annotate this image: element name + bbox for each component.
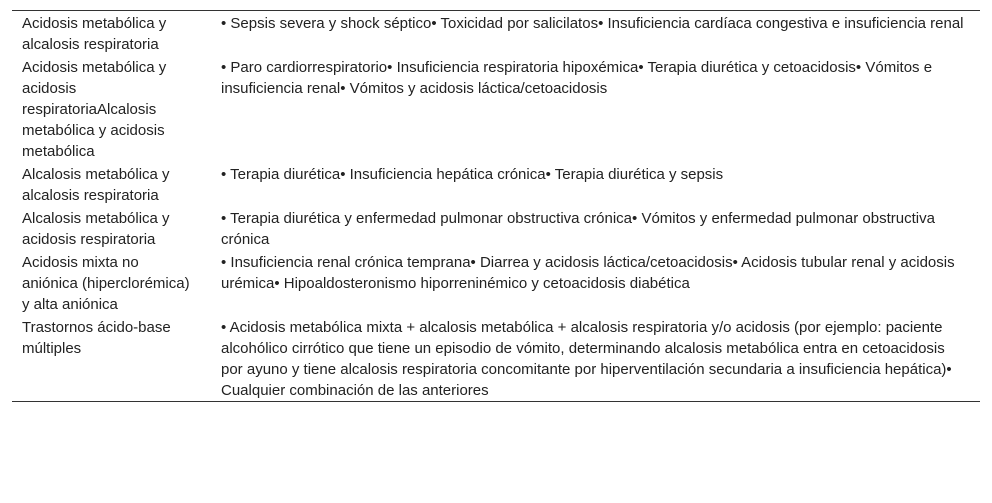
disorder-cell: Trastornos ácido-base múltiples	[22, 319, 171, 357]
acid-base-disorders-table	[12, 10, 980, 402]
table-row	[12, 315, 980, 401]
examples-cell: • Sepsis severa y shock séptico• Toxicidad por salicilatos• Insuficiencia cardíaca congestiva e insuficiencia renal	[221, 15, 964, 32]
table-row	[12, 250, 980, 315]
table	[12, 11, 980, 401]
examples-cell: • Terapia diurética• Insuficiencia hepática crónica• Terapia diurética y sepsis	[221, 166, 724, 183]
table-row	[12, 11, 980, 55]
disorder-cell: Acidosis metabólica y alcalosis respiratoria	[22, 15, 167, 53]
examples-cell: • Insuficiencia renal crónica temprana• Diarrea y acidosis láctica/cetoacidosis• Acidosis tubular renal y acidosis urémica• Hipoaldosteronismo hiporreninémico y cetoacidosis diabética	[221, 254, 955, 292]
disorder-cell: Alcalosis metabólica y acidosis respiratoria	[22, 210, 170, 248]
disorder-cell: Alcalosis metabólica y alcalosis respiratoria	[22, 166, 170, 204]
disorder-cell: Acidosis metabólica y acidosis respiratoriaAlcalosis metabólica y acidosis metabólica	[22, 59, 167, 160]
table-row	[12, 55, 980, 162]
examples-cell: • Paro cardiorrespiratorio• Insuficiencia respiratoria hipoxémica• Terapia diurética y cetoacidosis• Vómitos e insuficiencia renal• Vómitos y acidosis láctica/cetoacidosis	[221, 59, 933, 97]
examples-cell: • Terapia diurética y enfermedad pulmonar obstructiva crónica• Vómitos y enfermedad pulmonar obstructiva crónica	[221, 210, 935, 248]
table-row	[12, 206, 980, 250]
examples-cell: • Acidosis metabólica mixta + alcalosis metabólica + alcalosis respiratoria y/o acidosis (por ejemplo: paciente alcohólico cirrótico que tiene un episodio de vómito, determinando alcalosis metabólica entra en cetoacidosis por ayuno y tiene alcalosis respiratoria concomitante por hiperventilación secundaria a insuficiencia hepática)• Cualquier combinación de las anteriores	[221, 319, 952, 399]
table-row	[12, 162, 980, 206]
disorder-cell: Acidosis mixta no aniónica (hiperclorémica) y alta aniónica	[22, 254, 190, 313]
